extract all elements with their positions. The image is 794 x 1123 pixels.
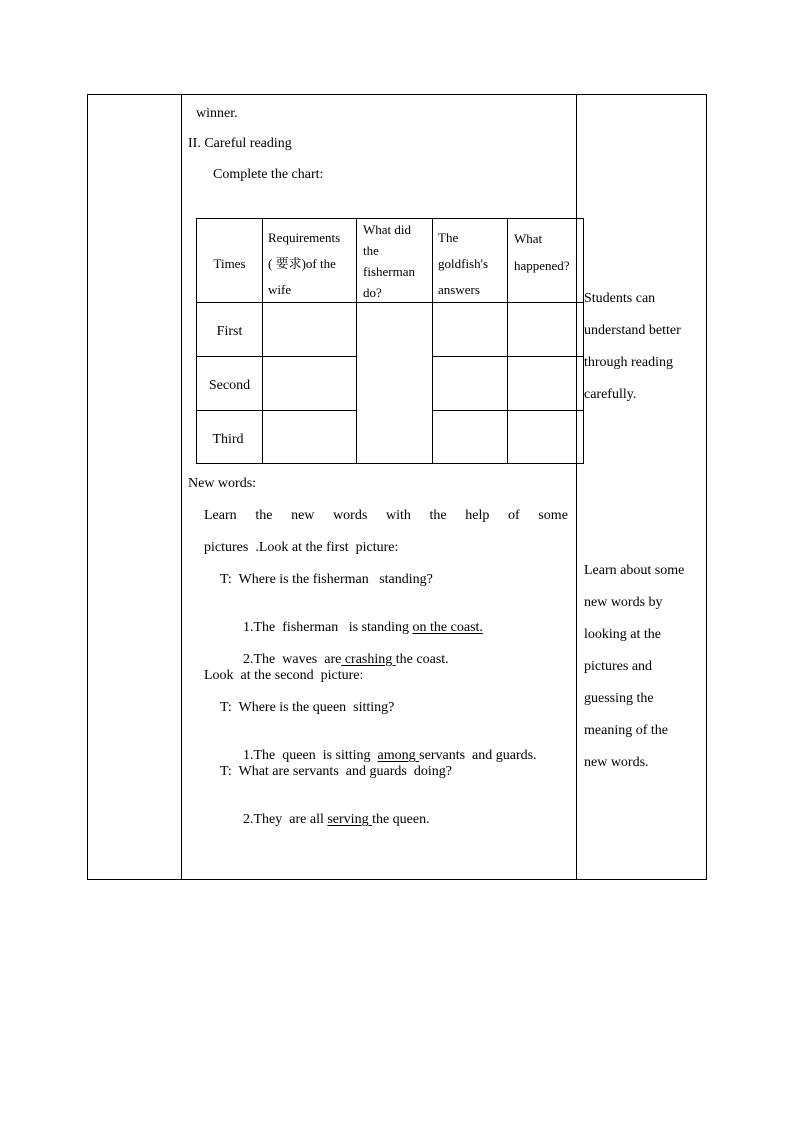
answer-3-suffix: servants and guards. [419,748,537,763]
frame-left-border [87,94,88,880]
note-line: new words. [584,755,649,770]
intro-word: new [291,508,315,523]
header-requirements [268,225,340,303]
intro-word: of [508,508,520,523]
intro-word: the [429,508,447,523]
chart-row-line-1-right [432,356,584,357]
header-answers [438,225,488,303]
header-fisherman-line: the [363,243,379,258]
answer-4-blank: serving [327,812,373,827]
answer-2-blank: crashing [341,652,396,667]
instruction: Complete the chart: [213,167,324,182]
frame-right-border [706,94,707,880]
note-line: understand better [584,323,681,338]
frame-divider-2 [576,94,577,880]
frame-divider-1 [181,94,182,880]
note-line: carefully. [584,387,637,402]
intro-word: some [538,508,568,523]
row-label-first: First [216,324,243,339]
frame-top-border [87,94,707,95]
answer-1-blank: on the coast. [412,620,483,635]
second-picture-label: Look at the second picture: [204,668,364,683]
note-line: new words by [584,595,663,610]
row-label-third: Third [212,432,244,447]
question-1: T: Where is the fisherman standing? [220,572,433,587]
note-careful-reading [584,283,681,411]
header-answers-line: goldfish's [438,256,489,271]
note-line: pictures and [584,659,653,674]
note-line: Students can [584,291,656,306]
header-answers-line: The [438,230,459,245]
header-answers-line: answers [438,282,480,297]
note-line: through reading [584,355,674,370]
intro-word: words [333,508,368,523]
note-line: looking at the [584,627,661,642]
header-requirements-line: Requirements [268,230,341,245]
answer-3-text: 1.The queen is sitting [243,748,378,763]
chart-bottom-border [196,463,584,464]
answer-3 [236,732,537,764]
answer-1-text: 1.The fisherman is standing [243,620,413,635]
answer-2-text: 2.The waves are [243,652,342,667]
answer-2-suffix: the coast. [395,652,449,667]
header-fisherman-line: What did [363,222,412,237]
note-line: guessing the [584,691,654,706]
chart-col-line-1 [262,218,263,464]
header-happened-line: What [514,231,543,246]
header-times: Times [213,256,246,271]
header-fisherman-line: do? [363,285,382,300]
note-line: meaning of the [584,723,668,738]
intro-word: the [255,508,273,523]
chart-row-line-2-left [196,410,357,411]
new-words-intro-line2: pictures .Look at the first picture: [204,540,399,555]
header-happened [514,225,570,279]
answer-4 [236,796,430,828]
answer-2 [236,636,449,668]
new-words-heading: New words: [188,476,257,491]
intro-word: with [385,508,411,523]
note-line: Learn about some [584,563,685,578]
chart-row-line-1-left [196,356,357,357]
new-words-intro-line1 [204,508,568,524]
chart-col-line-4 [507,218,508,464]
header-fisherman [363,219,415,303]
answer-3-blank: among [377,748,420,763]
question-3: T: What are servants and guards doing? [220,764,452,779]
intro-word: help [465,508,490,523]
intro-word: Learn [204,508,237,523]
row-label-second: Second [208,378,251,393]
header-fisherman-line: fisherman [363,264,415,279]
section-heading: II. Careful reading [188,136,292,151]
note-new-words [584,555,684,779]
header-requirements-line: ( 要求)of the [268,256,336,271]
question-2: T: Where is the queen sitting? [220,700,395,715]
frame-bottom-border [87,879,707,880]
answer-4-text: 2.They are all [243,812,328,827]
answer-4-suffix: the queen. [372,812,430,827]
chart-col-line-2 [356,218,357,464]
chart-row-line-2-right [432,410,584,411]
chart-col-line-3 [432,218,433,464]
header-requirements-line: wife [268,282,292,297]
intro-fragment: winner. [196,106,238,121]
answer-1 [236,604,483,636]
header-happened-line: happened? [514,258,570,273]
